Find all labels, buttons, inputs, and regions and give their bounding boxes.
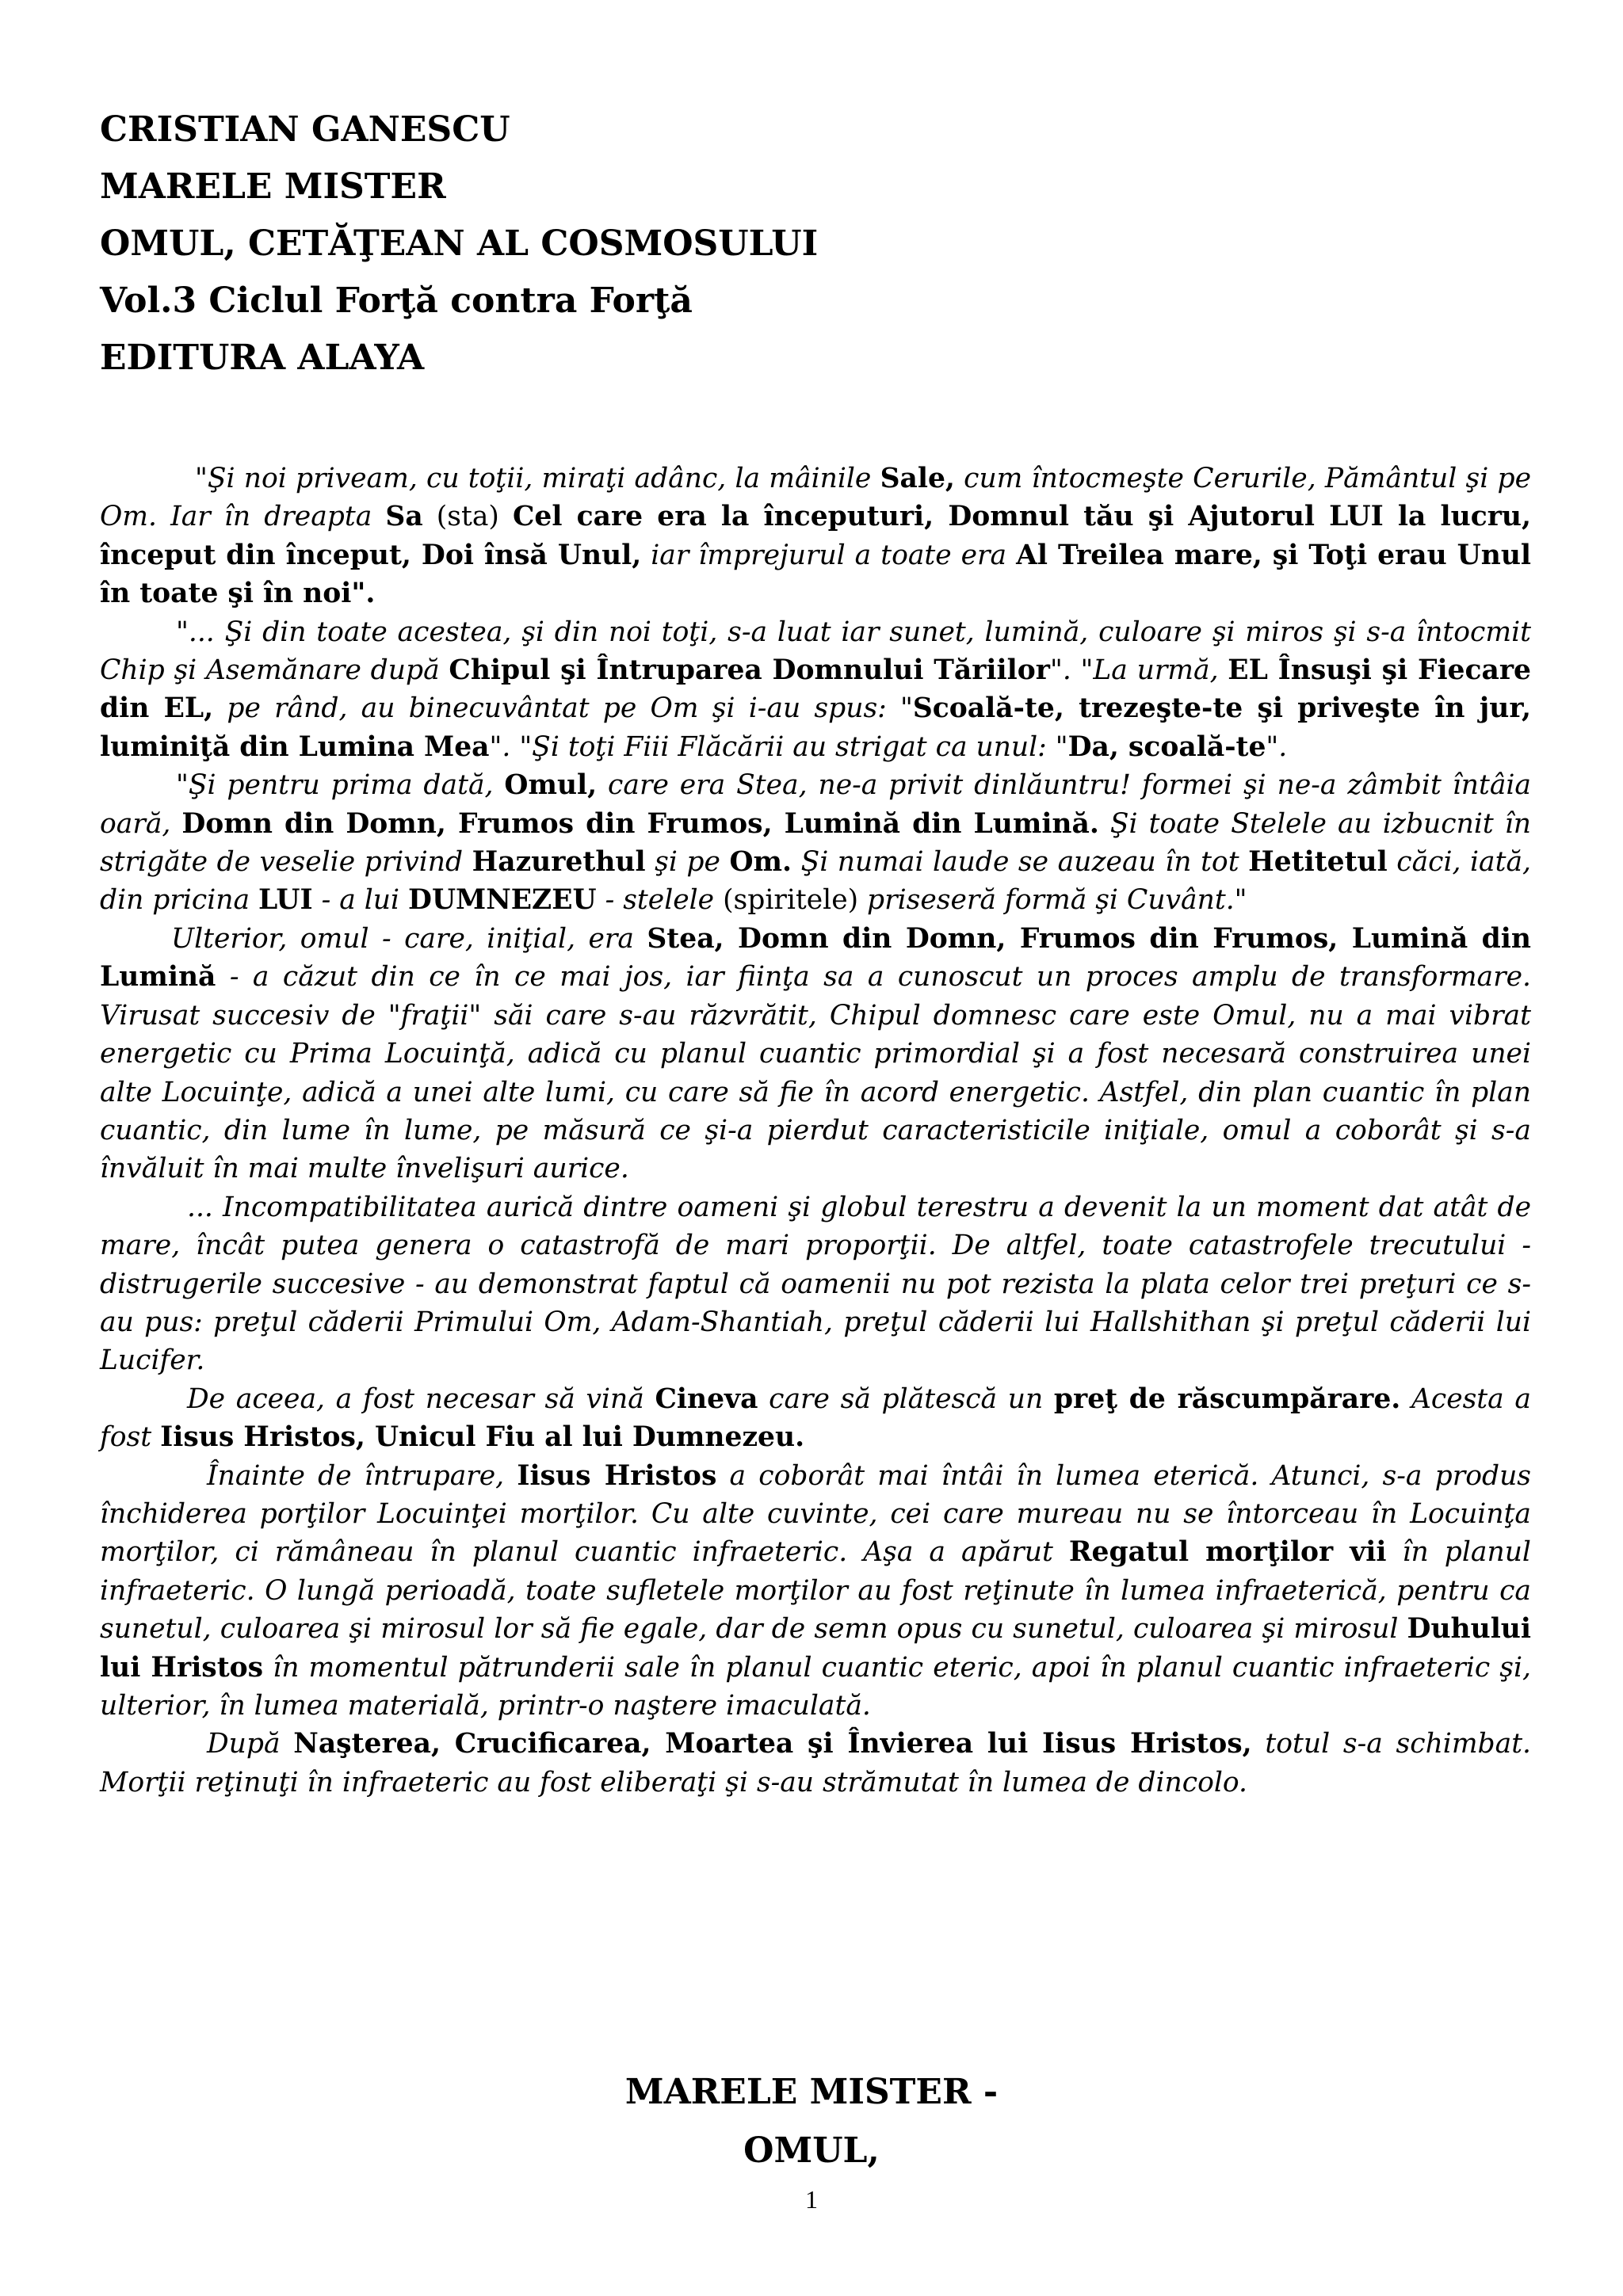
bold-run: Iisus Hristos, Unicul Fiu al lui Dumnezeu. <box>160 1421 805 1454</box>
text-run: După <box>207 1728 294 1760</box>
paragraph-8 <box>100 1725 1531 1802</box>
text-run: Înainte de întrupare, <box>207 1459 517 1492</box>
text-run: căci, iată, din pricina <box>100 846 1532 917</box>
bold-run: preţ de răscumpărare. <box>1053 1383 1401 1415</box>
text-run: Şi numai laude se auzeau în tot <box>792 846 1249 879</box>
paragraph-5 <box>100 1188 1531 1380</box>
text-run: De aceea, a fost necesar să vină <box>187 1383 655 1415</box>
bold-run: Cel care era la începuturi, Domnul tău şi Ajutorul LUI la lucru, început din început, Doi însă Unul, <box>100 501 1531 571</box>
text-run: - stelele <box>596 884 724 917</box>
book-subtitle: OMUL, CETĂŢEAN AL COSMOSULUI <box>100 223 819 264</box>
text-run: - a lui <box>312 884 409 917</box>
bold-run: Cineva <box>655 1383 758 1415</box>
text-run: pe rând, au binecuvântat pe Om şi i-au spus: " <box>213 692 913 725</box>
paragraph-3 <box>100 766 1531 920</box>
text-run: care să plătescă un <box>758 1383 1054 1415</box>
text-run: ". "Şi toţi Fiii Flăcării au strigat ca unul: " <box>489 730 1068 763</box>
bold-run: Sa <box>385 501 423 533</box>
text-run: ". "La urmă, <box>1049 654 1228 687</box>
section-title-line-2: OMUL, <box>743 2130 880 2171</box>
text-run: ... Incompatibilitatea aurică dintre oameni şi globul terestru a devenit la un moment dat atât de mare, încât putea genera o catastrofă de mari proporţii. De altfel, toate catastrofele trecutului - distrugerile succesive - au demonstrat faptul că oamenii nu pot rezista la plata celor trei preţuri ce s-au pus: preţul căderii Primului Om, Adam-Shantiah, preţul căderii lui Hallshithan şi preţul căderii lui Lucifer. <box>100 1191 1531 1377</box>
text-run: ". <box>1266 730 1288 763</box>
section-title <box>0 2063 1623 2180</box>
volume-title: Vol.3 Ciclul Forţă contra Forţă <box>100 280 693 321</box>
bold-run: Al Treilea mare, şi Toţi erau Unul în toate şi în noi <box>100 539 1532 610</box>
text-run: Ulterior, omul - care, iniţial, era <box>171 922 647 955</box>
body-text <box>100 460 1531 1802</box>
bold-run: Stea, Domn din Domn, Frumos din Frumos, Lumină din Lumină <box>100 922 1531 994</box>
text-run: a coborât mai întâi în lumea eterică. Atunci, s-a produs închiderea porţilor Locuinţei morţilor. Cu alte cuvinte, cei care mureau nu se întorceau în Locuinţa morţilor, ci rămâneau în planul cuantic infraeteric. Aşa a apărut <box>100 1459 1532 1569</box>
text-run: totul s-a schimbat. Morţii reţinuţi în infraeteric au fost eliberaţi şi s-au strămutat în lumea de dincolo. <box>100 1728 1532 1798</box>
bold-run: Scoală-te, trezeşte-te şi priveşte în jur, luminiţă din Lumina Mea <box>100 692 1531 763</box>
bold-run: EL Însuşi şi Fiecare din EL, <box>100 654 1531 725</box>
bold-run: Duhului lui Hristos <box>100 1613 1531 1684</box>
text-run: în momentul pătrunderii sale în planul cuantic eteric, apoi în planul cuantic infraeteric şi, ulterior, în lumea materială, printr-o naştere imaculată. <box>100 1651 1531 1722</box>
book-title: MARELE MISTER <box>100 166 446 207</box>
section-title-line-1: MARELE MISTER - <box>624 2072 999 2112</box>
text-run: Acesta a fost <box>100 1383 1531 1454</box>
paragraph-7 <box>100 1457 1531 1726</box>
bold-run: LUI <box>258 884 313 917</box>
text-run: cum întocmeşte Cerurile, Pământul şi pe Om. Iar în dreapta <box>100 463 1531 533</box>
bold-run: Da, scoală-te <box>1067 730 1266 763</box>
paragraph-2 <box>100 613 1531 767</box>
bold-run: Hazurethul <box>472 846 646 879</box>
bold-run: DUMNEZEU <box>408 884 597 917</box>
bold-run: Hetitetul <box>1248 846 1388 879</box>
publisher: EDITURA ALAYA <box>100 338 425 378</box>
bold-run: Regatul morţilor vii <box>1068 1536 1387 1569</box>
text-run: "Şi noi priveam, cu toţii, miraţi adânc, la mâinile <box>195 463 880 494</box>
text-run: şi pe <box>645 846 730 879</box>
text-run: - a căzut din ce în ce mai jos, iar fiinţa sa a cunoscut un proces amplu de transformare. Virusat succesiv de "fraţii" săi care s-au răzvrătit, Chipul domnesc care este Omul, nu a mai vibrat energetic cu Prima Locuinţă, adică cu planul cuantic primordial şi a fost necesară construirea unei alte Locuinţe, adică a unei alte lumi, cu care să fie în acord energetic. Astfel, din plan cuantic în plan cuantic, din lume în lume, pe măsură ce şi-a pierdut caracteristicile iniţiale, omul a coborât şi s-a învăluit în mai multe învelişuri aurice. <box>100 961 1531 1185</box>
bold-run: ". <box>351 578 376 610</box>
text-run: în planul infraeteric. O lungă perioadă, toate sufletele morţilor au fost reţinute în lumea infraeterică, pentru ca sunetul, culoarea şi mirosul lor să fie egale, dar de semn opus cu sunetul, culoarea şi mirosul <box>100 1536 1531 1646</box>
bold-run: Naşterea, Crucificarea, Moartea şi Învierea lui Iisus Hristos, <box>293 1728 1252 1760</box>
text-run: care era Stea, ne-a privit dinlăuntru! formei şi ne-a zâmbit întâia oară, <box>100 769 1531 840</box>
text-run: (spiritele) <box>723 884 859 917</box>
text-run: priseseră formă şi Cuvânt." <box>858 884 1247 917</box>
bold-run: Sale, <box>880 463 955 494</box>
text-run: (sta) <box>422 501 513 533</box>
paragraph-4 <box>100 920 1531 1188</box>
text-run: iar împrejurul a toate era <box>641 539 1017 571</box>
page-number: 1 <box>805 2185 818 2214</box>
paragraph-1 <box>100 460 1531 613</box>
paragraph-6 <box>100 1380 1531 1457</box>
text-run: "... Şi din toate acestea, şi din noi toţi, s-a luat iar sunet, lumină, culoare şi miros şi s-a întocmit Chip şi Asemănare după <box>100 616 1531 687</box>
bold-run: Iisus Hristos <box>517 1459 717 1492</box>
bold-run: Om. <box>729 846 792 879</box>
text-run: Şi toate Stelele au izbucnit în strigăte de veselie privind <box>100 807 1531 879</box>
bold-run: Omul, <box>504 769 598 802</box>
author-name: CRISTIAN GANESCU <box>100 109 510 150</box>
book-header <box>100 101 1051 387</box>
bold-run: Domn din Domn, Frumos din Frumos, Lumină din Lumină. <box>181 807 1099 840</box>
bold-run: Chipul şi Întruparea Domnului Tăriilor <box>449 654 1050 687</box>
text-run: "Şi pentru prima dată, <box>176 769 505 802</box>
